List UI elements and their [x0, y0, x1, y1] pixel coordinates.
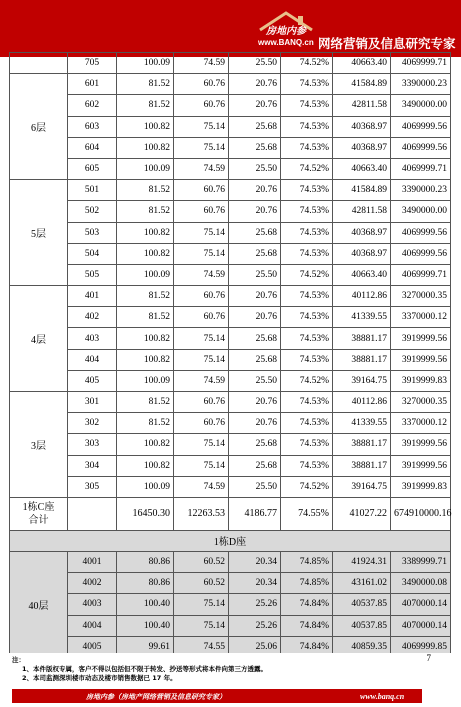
building-area: 100.82: [117, 116, 174, 137]
building-area: 100.40: [117, 615, 174, 636]
total-price: 4069999.71: [391, 264, 451, 285]
table-row: [10, 551, 451, 572]
inner-area: 75.14: [174, 349, 229, 370]
section-title: 1栋D座: [10, 530, 451, 551]
unit-price: 38881.17: [333, 328, 391, 349]
section-header: [10, 530, 451, 551]
table-row: [10, 158, 451, 179]
building-area: 81.52: [117, 180, 174, 201]
usage-ratio: 74.53%: [281, 137, 333, 158]
inner-area: 75.14: [174, 137, 229, 158]
table-row: [10, 615, 451, 636]
table-row: [10, 370, 451, 391]
table-row: [10, 243, 451, 264]
total-price: 3390000.23: [391, 180, 451, 201]
room-number: 405: [68, 370, 117, 391]
floor-label: 5层: [10, 180, 68, 286]
unit-price: 43161.02: [333, 573, 391, 594]
room-number: 705: [68, 53, 117, 74]
room-number: 505: [68, 264, 117, 285]
usage-ratio: 74.52%: [281, 476, 333, 497]
usage-ratio: 74.53%: [281, 328, 333, 349]
unit-price: 41584.89: [333, 180, 391, 201]
room-number: 4003: [68, 594, 117, 615]
table-row: [10, 455, 451, 476]
floor-label: 40层: [10, 551, 68, 657]
building-area: 100.09: [117, 370, 174, 391]
unit-price: 38881.17: [333, 434, 391, 455]
shared-area: 20.76: [229, 307, 281, 328]
footer-url: www.banq.cn: [360, 692, 405, 701]
table-row: [10, 307, 451, 328]
total-price: 3490000.00: [391, 201, 451, 222]
usage-ratio: 74.52%: [281, 158, 333, 179]
shared-area: 25.68: [229, 222, 281, 243]
room-number: 504: [68, 243, 117, 264]
table-row: [10, 53, 451, 74]
page-number: 7: [426, 653, 431, 663]
inner-area: 75.14: [174, 594, 229, 615]
inner-area: 60.76: [174, 307, 229, 328]
room-number: 301: [68, 392, 117, 413]
inner-area: 60.76: [174, 413, 229, 434]
usage-ratio: 74.53%: [281, 116, 333, 137]
inner-area: 75.14: [174, 455, 229, 476]
shared-area: 25.50: [229, 264, 281, 285]
room-number: 4005: [68, 636, 117, 657]
usage-ratio: 74.53%: [281, 222, 333, 243]
floor-label: [10, 53, 68, 74]
usage-ratio: 74.84%: [281, 636, 333, 657]
unit-price: 41339.55: [333, 413, 391, 434]
shared-area: 20.76: [229, 74, 281, 95]
table-row: [10, 74, 451, 95]
building-area: 100.82: [117, 243, 174, 264]
inner-area: 74.59: [174, 264, 229, 285]
building-area: 80.86: [117, 551, 174, 572]
unit-price: 40112.86: [333, 392, 391, 413]
room-number: 4004: [68, 615, 117, 636]
total-price: 4069999.56: [391, 243, 451, 264]
shared-area: 25.68: [229, 349, 281, 370]
table-row: [10, 573, 451, 594]
total-price: 3270000.35: [391, 392, 451, 413]
notes-title: 注：: [12, 656, 25, 664]
total-unit-price: 41027.22: [333, 497, 391, 530]
usage-ratio: 74.53%: [281, 74, 333, 95]
usage-ratio: 74.53%: [281, 392, 333, 413]
shared-area: 25.06: [229, 636, 281, 657]
room-number: 4002: [68, 573, 117, 594]
building-area: 100.09: [117, 158, 174, 179]
inner-area: 60.76: [174, 392, 229, 413]
usage-ratio: 74.53%: [281, 286, 333, 307]
unit-price: 40537.85: [333, 615, 391, 636]
room-number: 403: [68, 328, 117, 349]
shared-area: 25.68: [229, 328, 281, 349]
table-row: [10, 349, 451, 370]
usage-ratio: 74.52%: [281, 264, 333, 285]
table-row: [10, 222, 451, 243]
unit-price: 39164.75: [333, 370, 391, 391]
shared-area: 25.68: [229, 116, 281, 137]
total-price: 3919999.56: [391, 434, 451, 455]
room-number: 305: [68, 476, 117, 497]
inner-area: 74.59: [174, 158, 229, 179]
total-price: 3919999.56: [391, 455, 451, 476]
inner-area: 60.52: [174, 573, 229, 594]
unit-price: 40663.40: [333, 53, 391, 74]
usage-ratio: 74.52%: [281, 370, 333, 391]
building-area: 80.86: [117, 573, 174, 594]
room-number: 601: [68, 74, 117, 95]
inner-area: 74.59: [174, 53, 229, 74]
usage-ratio: 74.52%: [281, 53, 333, 74]
shared-area: 25.50: [229, 158, 281, 179]
total-ratio: 74.55%: [281, 497, 333, 530]
total-label: 1栋C座 合计: [10, 497, 68, 530]
room-number: 501: [68, 180, 117, 201]
shared-area: 20.76: [229, 180, 281, 201]
shared-area: 25.50: [229, 476, 281, 497]
room-number: 404: [68, 349, 117, 370]
shared-area: 25.50: [229, 370, 281, 391]
usage-ratio: 74.53%: [281, 243, 333, 264]
room-number: 604: [68, 137, 117, 158]
building-area: 81.52: [117, 286, 174, 307]
usage-ratio: 74.53%: [281, 455, 333, 476]
total-price: 3389999.71: [391, 551, 451, 572]
building-area: 100.82: [117, 328, 174, 349]
room-number: 402: [68, 307, 117, 328]
inner-area: 74.59: [174, 370, 229, 391]
shared-area: 20.34: [229, 551, 281, 572]
shared-area: 25.26: [229, 594, 281, 615]
building-area: 100.82: [117, 137, 174, 158]
inner-area: 75.14: [174, 615, 229, 636]
table-row: [10, 137, 451, 158]
usage-ratio: 74.84%: [281, 615, 333, 636]
total-price: 4069999.56: [391, 116, 451, 137]
building-area: 100.09: [117, 264, 174, 285]
unit-price: 40859.35: [333, 636, 391, 657]
building-area: 100.82: [117, 434, 174, 455]
usage-ratio: 74.85%: [281, 573, 333, 594]
shared-area: 20.76: [229, 413, 281, 434]
floor-label: 3层: [10, 392, 68, 498]
room-number: 304: [68, 455, 117, 476]
usage-ratio: 74.53%: [281, 95, 333, 116]
inner-area: 60.76: [174, 286, 229, 307]
inner-area: 60.76: [174, 180, 229, 201]
usage-ratio: 74.85%: [281, 551, 333, 572]
total-price: 3270000.35: [391, 286, 451, 307]
unit-price: 38881.17: [333, 349, 391, 370]
table-row: [10, 392, 451, 413]
logo-text: 房地内参: [266, 26, 306, 37]
shared-area: 25.26: [229, 615, 281, 636]
building-area: 81.52: [117, 392, 174, 413]
total-price: 3490000.00: [391, 95, 451, 116]
room-number: 4001: [68, 551, 117, 572]
total-price: 4069999.71: [391, 53, 451, 74]
unit-price: 41584.89: [333, 74, 391, 95]
footer-text: 房地内参（房地产网络营销及信息研究专家）: [86, 693, 226, 701]
table-row: [10, 264, 451, 285]
shared-area: 25.68: [229, 455, 281, 476]
building-area: 100.40: [117, 594, 174, 615]
total-price: 3919999.56: [391, 349, 451, 370]
total-price: 4069999.56: [391, 222, 451, 243]
table-row: [10, 95, 451, 116]
usage-ratio: 74.53%: [281, 201, 333, 222]
total-price: 3919999.56: [391, 328, 451, 349]
building-area: 81.52: [117, 307, 174, 328]
inner-area: 75.14: [174, 243, 229, 264]
usage-ratio: 74.84%: [281, 594, 333, 615]
unit-price: 40368.97: [333, 222, 391, 243]
usage-ratio: 74.53%: [281, 307, 333, 328]
unit-price: 39164.75: [333, 476, 391, 497]
total-price: 3490000.08: [391, 573, 451, 594]
building-area: 81.52: [117, 413, 174, 434]
table-row: [10, 328, 451, 349]
note-line-2: 2、本司监测深圳楼市动态及楼市销售数据已 17 年。: [22, 674, 177, 682]
floor-label: 6层: [10, 74, 68, 180]
building-area: 81.52: [117, 201, 174, 222]
building-area: 81.52: [117, 74, 174, 95]
logo-url: www.BANQ.cn: [258, 38, 314, 47]
shared-area: 20.34: [229, 573, 281, 594]
unit-price: 41924.31: [333, 551, 391, 572]
total-row: [10, 497, 451, 530]
total-area: 16450.30: [117, 497, 174, 530]
usage-ratio: 74.53%: [281, 413, 333, 434]
inner-area: 75.14: [174, 434, 229, 455]
table-row: [10, 201, 451, 222]
total-price: 3370000.12: [391, 307, 451, 328]
inner-area: 75.14: [174, 222, 229, 243]
room-number: 303: [68, 434, 117, 455]
building-area: 99.61: [117, 636, 174, 657]
unit-price: 40368.97: [333, 116, 391, 137]
total-price: 4069999.71: [391, 158, 451, 179]
table-row: [10, 434, 451, 455]
building-area: 100.82: [117, 349, 174, 370]
unit-price: 41339.55: [333, 307, 391, 328]
unit-price: 38881.17: [333, 455, 391, 476]
room-number: 502: [68, 201, 117, 222]
room-number: 401: [68, 286, 117, 307]
unit-price: 40663.40: [333, 158, 391, 179]
unit-price: 40368.97: [333, 243, 391, 264]
building-area: 100.09: [117, 476, 174, 497]
building-area: 100.09: [117, 53, 174, 74]
unit-price: 42811.58: [333, 95, 391, 116]
unit-price: 40112.86: [333, 286, 391, 307]
usage-ratio: 74.53%: [281, 349, 333, 370]
usage-ratio: 74.53%: [281, 434, 333, 455]
inner-area: 60.76: [174, 201, 229, 222]
total-price: 4070000.14: [391, 594, 451, 615]
table-row: [10, 476, 451, 497]
total-price: 3390000.23: [391, 74, 451, 95]
table-row: [10, 594, 451, 615]
header-tagline: 网络营销及信息研究专家: [318, 36, 456, 51]
shared-area: 20.76: [229, 95, 281, 116]
room-number: 302: [68, 413, 117, 434]
inner-area: 74.59: [174, 476, 229, 497]
note-line-1: 1、本件版权专属，客户不得以包括但不限于转发、抄送等形式将本件向第三方透露。: [22, 665, 268, 673]
inner-area: 60.52: [174, 551, 229, 572]
shared-area: 20.76: [229, 286, 281, 307]
shared-area: 25.50: [229, 53, 281, 74]
table-row: [10, 116, 451, 137]
table-row: [10, 180, 451, 201]
building-area: 100.82: [117, 455, 174, 476]
floor-label: 4层: [10, 286, 68, 392]
total-price: 674910000.16: [391, 497, 451, 530]
total-price: 3919999.83: [391, 476, 451, 497]
total-inner-area: 12263.53: [174, 497, 229, 530]
inner-area: 74.55: [174, 636, 229, 657]
unit-price: 40368.97: [333, 137, 391, 158]
usage-ratio: 74.53%: [281, 180, 333, 201]
room-number: 603: [68, 116, 117, 137]
unit-price: 40663.40: [333, 264, 391, 285]
inner-area: 75.14: [174, 116, 229, 137]
total-price: 3370000.12: [391, 413, 451, 434]
table-row: [10, 286, 451, 307]
unit-price: 42811.58: [333, 201, 391, 222]
total-price: 3919999.83: [391, 370, 451, 391]
building-area: 100.82: [117, 222, 174, 243]
room-number: 503: [68, 222, 117, 243]
room-number: 602: [68, 95, 117, 116]
inner-area: 75.14: [174, 328, 229, 349]
room-number: 605: [68, 158, 117, 179]
building-area: 81.52: [117, 95, 174, 116]
shared-area: 20.76: [229, 201, 281, 222]
shared-area: 20.76: [229, 392, 281, 413]
total-price: 4069999.56: [391, 137, 451, 158]
inner-area: 60.76: [174, 95, 229, 116]
shared-area: 25.68: [229, 434, 281, 455]
total-price: 4069999.85: [391, 636, 451, 657]
total-price: 4070000.14: [391, 615, 451, 636]
unit-price: 40537.85: [333, 594, 391, 615]
shared-area: 25.68: [229, 243, 281, 264]
inner-area: 60.76: [174, 74, 229, 95]
unit-table: [9, 52, 450, 658]
table-row: [10, 413, 451, 434]
total-shared-area: 4186.77: [229, 497, 281, 530]
shared-area: 25.68: [229, 137, 281, 158]
